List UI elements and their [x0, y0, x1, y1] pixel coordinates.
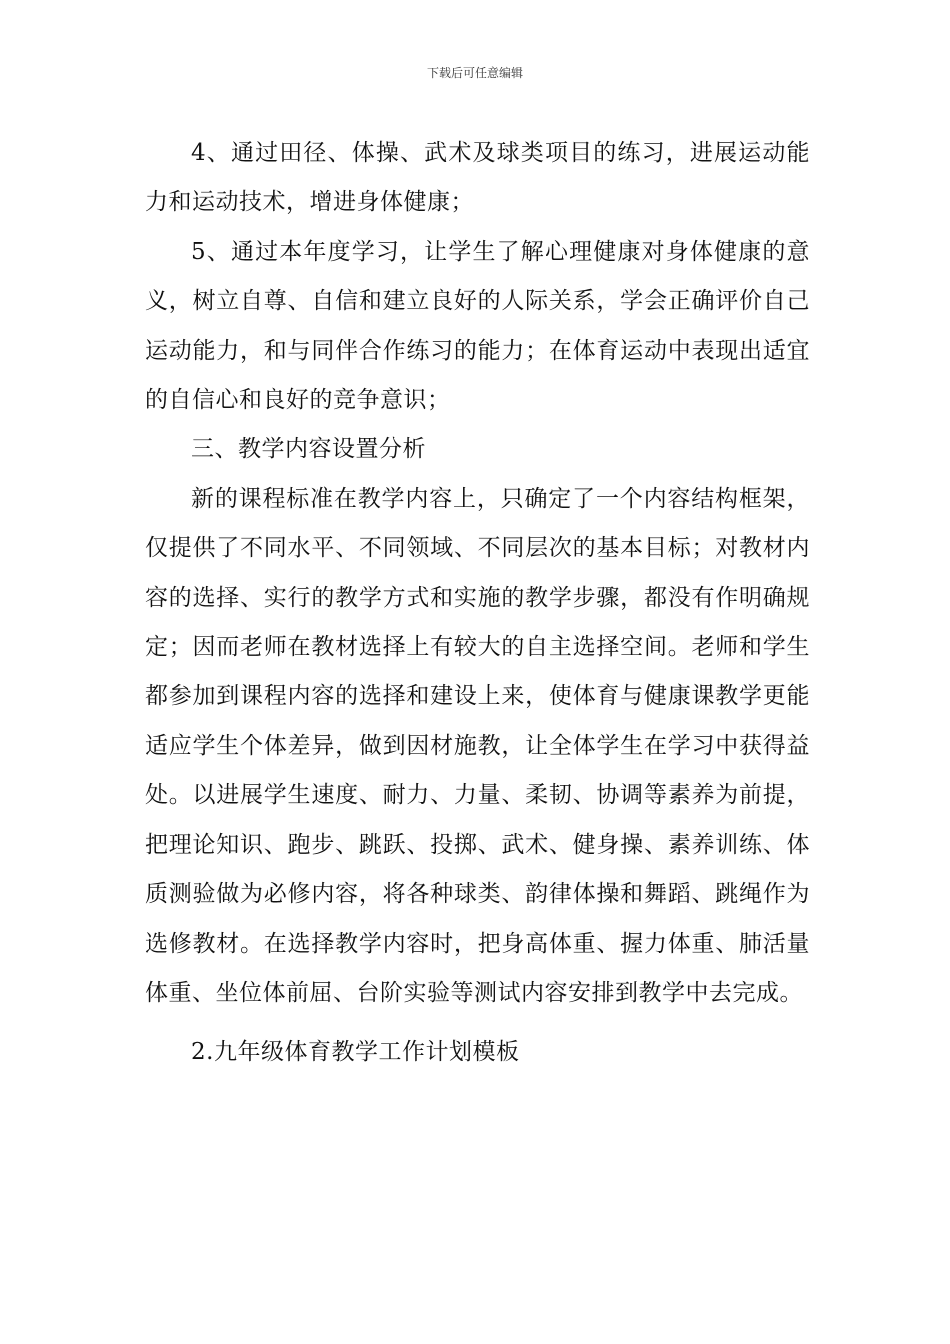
- page-header-note: 下载后可任意编辑: [426, 66, 523, 80]
- paragraph-item-4: 4、通过田径、体操、武术及球类项目的练习，进展运动能力和运动技术，增进身体健康；: [145, 140, 810, 216]
- document-body: [145, 129, 810, 1078]
- paragraph-content-analysis: 新的课程标准在教学内容上，只确定了一个内容结构框架，仅提供了不同水平、不同领域、不同层次的基本目标；对教材内容的选择、实行的教学方式和实施的教学步骤，都没有作明确规定；因而老师在教材选择上有较大的自主选择空间。老师和学生都参加到课程内容的选择和建设上来，使体育与健康课教学更能适应学生个体差异，做到因材施教，让全体学生在学习中获得益处。以进展学生速度、耐力、力量、柔韧、协调等素养为前提，把理论知识、跑步、跳跃、投掷、武术、健身操、素养训练、体质测验做为必修内容，将各种球类、韵律体操和舞蹈、跳绳作为选修教材。在选择教学内容时，把身高体重、握力体重、肺活量体重、坐位体前屈、台阶实验等测试内容安排到教学中去完成。: [145, 485, 810, 1006]
- paragraph-item-5: 5、通过本年度学习，让学生了解心理健康对身体健康的意义，树立自尊、自信和建立良好的人际关系，学会正确评价自己运动能力，和与同伴合作练习的能力；在体育运动中表现出适宜的自信心和良好的竞争意识；: [145, 238, 810, 414]
- section-title-plan-template: 2.九年级体育教学工作计划模板: [191, 1039, 520, 1066]
- section-heading-content-analysis: 三、教学内容设置分析: [191, 436, 426, 463]
